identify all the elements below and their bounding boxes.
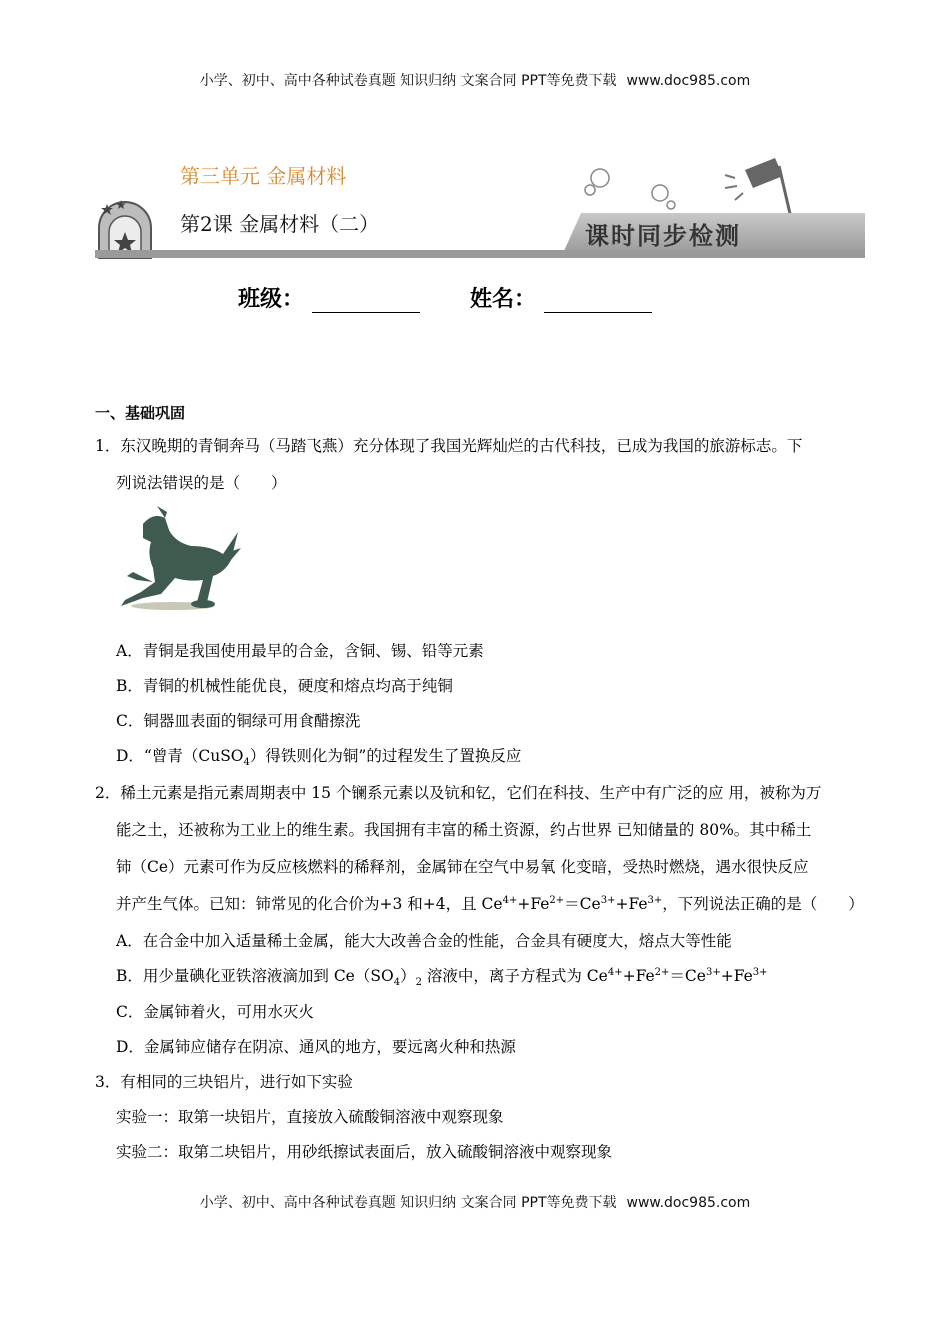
q1-option-c: C．铜器皿表面的铜绿可用食醋擦洗 [116,712,361,730]
q1-d-post: ）得铁则化为铜”的过程发生了置换反应 [249,747,522,765]
q2-b-mid: ） [400,967,416,985]
q2-option-b: B．用少量碘化亚铁溶液滴加到 $Ce(SO_4)_2$ 溶液中，离子方程式为 $Ce^{4+}+Fe^{2+}=Ce^{3+}+Fe^{3+}$ [116,966,768,989]
q2-line4: 并产生气体。已知：铈常见的化合价为+3 和+4，且 $Ce^{4+}+Fe^{2+}=Ce^{3+}+Fe^{3+}$，下列说法正确的是（ ） [116,894,864,913]
name-blank[interactable] [544,292,652,313]
q2-b-sub: 4 [393,977,401,989]
banner-ribbon-text: 课时同步检测 [585,221,741,250]
header-text: 小学、初中、高中各种试卷真题 知识归纳 文案合同 PPT等免费下载 [199,73,617,89]
q2-line2: 能之土，还被称为工业上的维生素。我国拥有丰富的稀土资源，约占世界 已知储量的 80%。其中稀土 [116,821,812,839]
q2-option-c: C．金属铈着火，可用水灭火 [116,1003,314,1021]
q2-line4-pre: 并产生气体。已知：铈常见的化合价为+3 和+4，且 Ce [116,895,503,913]
q1-line2: 列说法错误的是（ ） [116,474,287,492]
q2-b-pre: B．用少量碘化亚铁溶液滴加到 Ce（SO [116,967,394,985]
class-field [238,282,420,313]
q2-b-sub2: 2 [415,977,422,989]
footer-url[interactable]: www.doc985.com [626,1195,751,1211]
q1-option-d [116,745,521,767]
name-field [470,282,652,313]
section-title: 一、基础巩固 [95,404,186,422]
unit-title: 第三单元 金属材料 [180,164,347,188]
page-header [0,70,950,90]
bronze-horse-image [113,502,248,614]
q1-d-pre: D．“曾青（CuSO [116,747,244,765]
q3-line1: 3．有相同的三块铝片，进行如下实验 [95,1073,353,1091]
q1-d-sub: 4 [243,757,250,769]
q1-line1: 1．东汉晚期的青铜奔马（马踏飞燕）充分体现了我国光辉灿烂的古代科技，已成为我国的旅游标志。下 [95,437,803,455]
q2-line1: 2．稀土元素是指元素周期表中 15 个镧系元素以及钪和钇，它们在科技、生产中有广泛的应 用，被称为万 [95,784,822,802]
header-url[interactable]: www.doc985.com [626,73,751,89]
class-blank[interactable] [312,292,420,313]
footer-text: 小学、初中、高中各种试卷真题 知识归纳 文案合同 PPT等免费下载 [199,1195,617,1211]
q2-b-post: 溶液中，离子方程式为 Ce [421,967,608,985]
q1-option-b: B．青铜的机械性能优良，硬度和熔点均高于纯铜 [116,677,453,695]
q1-option-a: A．青铜是我国使用最早的合金，含铜、锡、铅等元素 [116,642,484,660]
q2-option-a: A．在合金中加入适量稀土金属，能大大改善合金的性能，合金具有硬度大，熔点大等性能 [116,932,732,950]
page-footer [0,1192,950,1212]
q2-option-d: D．金属铈应储存在阴凉、通风的地方，要远离火种和热源 [116,1038,516,1056]
q2-line4-post: ，下列说法正确的是（ ） [662,895,864,913]
q2-line3: 铈（Ce）元素可作为反应核燃料的稀释剂，金属铈在空气中易氧 化变暗，受热时燃烧，遇水很快反应 [116,858,809,876]
lesson-banner [95,138,865,263]
q3-exp2: 实验二：取第二块铝片，用砂纸擦试表面后，放入硫酸铜溶液中观察现象 [116,1143,613,1161]
class-label: 班级： [238,287,305,312]
q3-exp1: 实验一：取第一块铝片，直接放入硫酸铜溶液中观察现象 [116,1108,504,1126]
name-label: 姓名： [470,287,537,312]
banner-divider [95,250,865,258]
lesson-title: 第2课 金属材料（二） [180,212,380,236]
